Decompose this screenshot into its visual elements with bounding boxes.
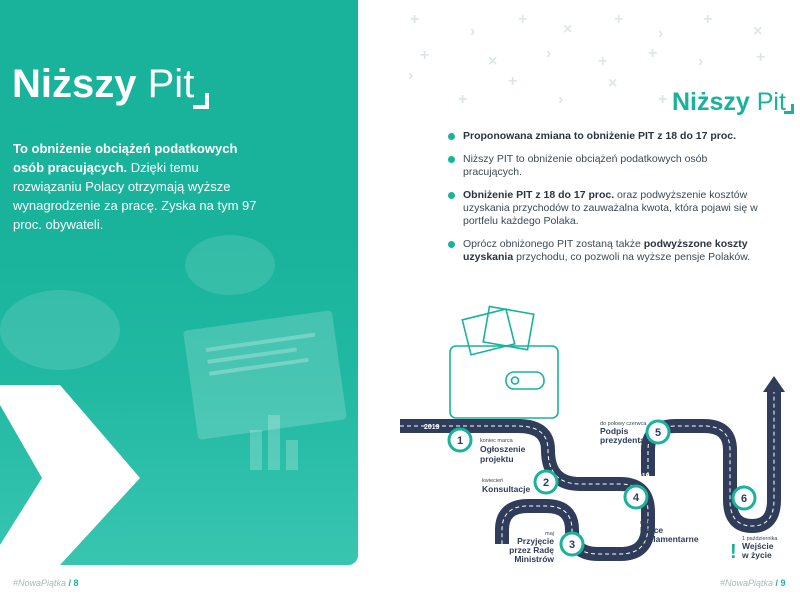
svg-text:›: › — [558, 91, 564, 108]
svg-text:+: + — [458, 91, 468, 108]
svg-text:Prace: Prace — [640, 525, 664, 535]
page-footer-right: #NowaPiątka / 9 — [720, 578, 786, 588]
svg-text:5: 5 — [654, 427, 662, 439]
document-shape — [183, 310, 347, 440]
svg-text:projektu: projektu — [480, 454, 514, 464]
svg-text:›: › — [470, 23, 476, 40]
svg-text:Konsultacje: Konsultacje — [482, 484, 531, 494]
svg-text:+: + — [598, 53, 608, 70]
step-marker-1 — [449, 429, 471, 451]
svg-text:do połowy czerwca: do połowy czerwca — [600, 421, 647, 427]
svg-text:+: + — [508, 73, 518, 90]
svg-text:+: + — [703, 11, 713, 28]
list-item: Proponowana zmiana to obniżenie PIT z 18 do 17 proc. — [446, 130, 766, 143]
svg-text:maj: maj — [545, 531, 554, 537]
key-points-list — [446, 130, 766, 274]
step-marker-6 — [733, 487, 755, 509]
wallet-icon — [450, 306, 558, 418]
svg-text:parlamentarne: parlamentarne — [640, 534, 699, 544]
svg-text:×: × — [563, 21, 573, 38]
step-marker-3 — [561, 533, 583, 555]
svg-text:Przyjęcie: Przyjęcie — [517, 536, 554, 546]
arrow-up-icon — [763, 376, 785, 392]
svg-text:Ogłoszenie: Ogłoszenie — [480, 444, 526, 454]
svg-text:2: 2 — [542, 477, 550, 489]
brand-logo-left: Niższy Pit — [12, 62, 195, 106]
intro-text: To obniżenie obciążeń podatkowych osób pracujących. Dzięki temu rozwiązaniu Polacy otrzymają wyższe wynagrodzenie za pracę. Zyska na tym 97 proc. obywateli. — [13, 141, 257, 232]
svg-text:przez Radę: przez Radę — [509, 545, 554, 555]
left-page — [0, 0, 358, 600]
svg-text:+: + — [518, 11, 528, 28]
svg-text:Podpis: Podpis — [600, 426, 629, 436]
svg-text:×: × — [608, 75, 618, 92]
svg-text:×: × — [488, 53, 498, 70]
chevron-arrow-icon — [0, 385, 140, 565]
green-panel — [0, 0, 358, 565]
svg-text:4: 4 — [632, 492, 640, 504]
page-footer-left: #NowaPiątka / 8 — [13, 578, 79, 588]
svg-text:+: + — [756, 49, 766, 66]
svg-text:+: + — [420, 47, 430, 64]
exclamation-icon: ! — [730, 541, 737, 563]
svg-text:koniec marca: koniec marca — [480, 438, 513, 444]
list-item: Obniżenie PIT z 18 do 17 proc. oraz podwyższenie kosztów uzyskania przychodów to zauważalna kwota, która pojawi się w portfelu każdego Polaka. — [446, 189, 766, 228]
svg-text:Wejście: Wejście — [742, 541, 774, 551]
svg-text:1 października: 1 października — [742, 536, 778, 542]
svg-text:Ministrów: Ministrów — [514, 554, 554, 564]
svg-text:kwiecień: kwiecień — [482, 478, 504, 484]
svg-text:3: 3 — [568, 539, 576, 551]
step-marker-4 — [625, 486, 647, 508]
year-label: 2019 — [424, 424, 440, 431]
svg-text:›: › — [658, 25, 664, 42]
svg-text:›: › — [408, 67, 414, 84]
step-marker-5 — [647, 421, 669, 443]
step-label-2 — [482, 478, 530, 494]
svg-text:+: + — [410, 11, 420, 28]
year-label: 2019 — [634, 473, 650, 480]
right-page — [358, 0, 800, 600]
step-label-6 — [741, 536, 778, 560]
svg-text:1: 1 — [456, 435, 464, 447]
step-label-3 — [509, 531, 554, 564]
svg-text:maj: maj — [640, 520, 649, 526]
svg-text:+: + — [614, 11, 624, 28]
logo-corner-mark-icon — [784, 104, 794, 114]
svg-text:+: + — [648, 45, 658, 62]
svg-text:›: › — [546, 45, 552, 62]
list-item: Niższy PIT to obniżenie obciążeń podatkowych osób pracujących. — [446, 153, 766, 179]
step-label-4 — [640, 520, 699, 544]
svg-text:prezydenta: prezydenta — [600, 435, 645, 445]
logo-corner-mark-icon — [193, 93, 209, 109]
road-path — [648, 390, 774, 526]
svg-text:6: 6 — [740, 493, 748, 505]
step-label-5 — [600, 421, 647, 445]
svg-text:›: › — [698, 53, 704, 70]
brand-logo-right: Niższy Pit — [672, 88, 786, 116]
svg-text:×: × — [753, 23, 763, 40]
list-item: Oprócz obniżonego PIT zostaną także podwyższone koszty uzyskania przychodu, co pozwoli na wyższe pensje Polaków. — [446, 238, 766, 264]
step-marker-2 — [535, 471, 557, 493]
svg-text:w życie: w życie — [742, 550, 772, 560]
step-label-1 — [480, 438, 526, 464]
timeline-road — [358, 300, 800, 580]
svg-text:+: + — [658, 91, 668, 108]
hand-shape — [0, 290, 120, 370]
